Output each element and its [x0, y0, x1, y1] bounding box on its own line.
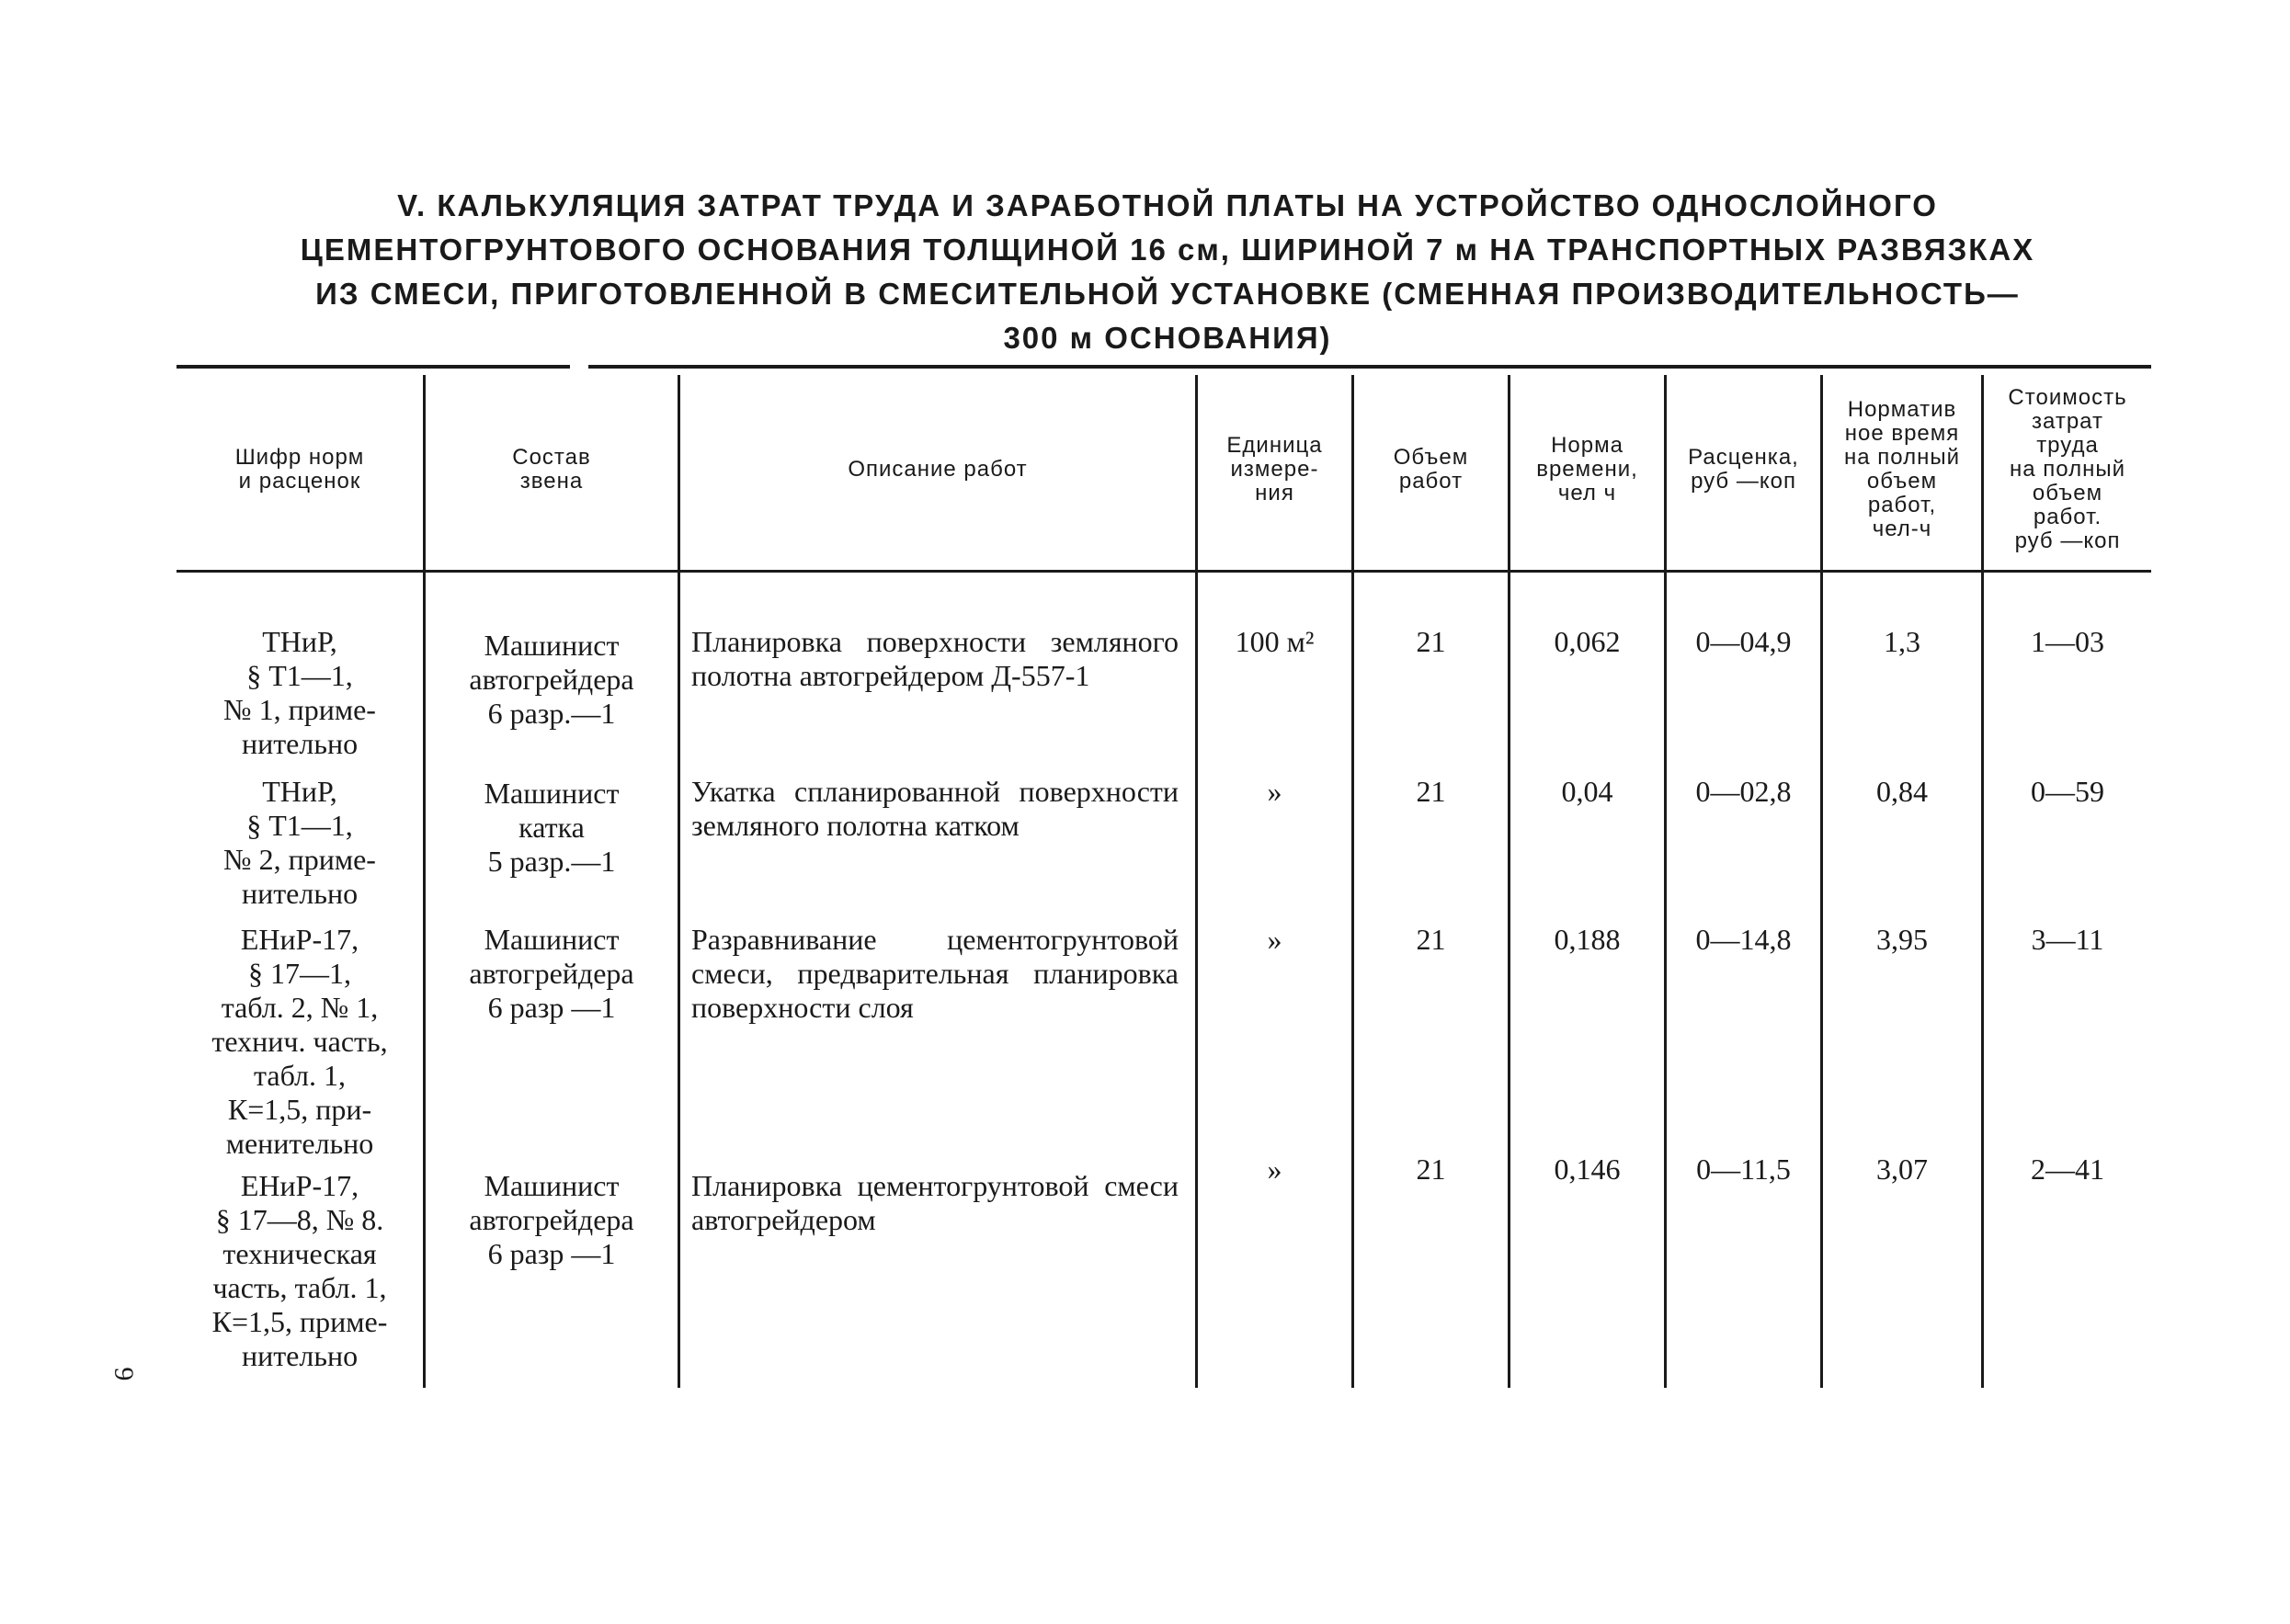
- row-3-unit: »: [1267, 923, 1282, 956]
- header-crew: Состав звена: [512, 445, 591, 494]
- header-rate: Расценка, руб —коп: [1688, 445, 1799, 494]
- row-3-description: Разравнивание цементогрунтовой смеси, предварительная планировка поверхности слоя: [691, 923, 1179, 1024]
- row-4-rate: 0—11,5: [1696, 1153, 1791, 1186]
- row-4-norm: 0,146: [1554, 1153, 1621, 1186]
- header-code: Шифр норм и расценок: [234, 445, 365, 494]
- row-2-description: Укатка спланированной поверхности земляного полотна катком: [691, 775, 1179, 842]
- page-number: 6: [108, 1367, 140, 1381]
- row-1-description: Планировка поверхности земляного полотна автогрейдером Д-557-1: [691, 625, 1179, 692]
- row-1-unit: 100 м²: [1235, 625, 1315, 658]
- row-2-crew: Машинист катка 5 разр.—1: [484, 777, 620, 878]
- row-1-crew: Машинист автогрейдера 6 разр.—1: [469, 629, 634, 730]
- table-top-rule-right: [588, 365, 2151, 369]
- row-4-cost-total: 2—41: [2031, 1153, 2104, 1186]
- row-4-code: ЕНиР-17, § 17—8, № 8. техническая часть, табл. 1, К=1,5, приме- нительно: [211, 1169, 388, 1372]
- row-3-cost-total: 3—11: [2031, 923, 2104, 956]
- row-1-norm-total: 1,3: [1884, 625, 1920, 658]
- header-description: Описание работ: [848, 457, 1028, 482]
- row-2-unit: »: [1267, 775, 1282, 808]
- row-1-volume: 21: [1416, 625, 1446, 658]
- row-2-code: ТНиР, § Т1—1, № 2, приме- нительно: [223, 775, 376, 910]
- row-2-norm: 0,04: [1561, 775, 1613, 808]
- row-4-description: Планировка цементогрунтовой смеси автогрейдером: [691, 1169, 1179, 1236]
- row-3-rate: 0—14,8: [1695, 923, 1792, 956]
- row-1-code: ТНиР, § Т1—1, № 1, приме- нительно: [223, 625, 376, 760]
- table-top-rule-left: [177, 365, 570, 369]
- row-2-cost-total: 0—59: [2031, 775, 2104, 808]
- row-3-norm-total: 3,95: [1876, 923, 1928, 956]
- row-4-volume: 21: [1416, 1153, 1446, 1186]
- title-line-4: 300 м ОСНОВАНИЯ): [1003, 321, 1332, 355]
- row-3-code: ЕНиР-17, § 17—1, табл. 2, № 1, технич. часть, табл. 1, К=1,5, при- менительно: [211, 923, 388, 1160]
- title-line-2: ЦЕМЕНТОГРУНТОВОГО ОСНОВАНИЯ ТОЛЩИНОЙ 16 см, ШИРИНОЙ 7 м НА ТРАНСПОРТНЫХ РАЗВЯЗКАХ: [300, 233, 2035, 267]
- row-4-unit: »: [1267, 1153, 1282, 1186]
- page-title: [179, 184, 2156, 360]
- row-1-rate: 0—04,9: [1695, 625, 1792, 658]
- header-bottom-rule: [177, 570, 2151, 573]
- row-1-cost-total: 1—03: [2031, 625, 2104, 658]
- row-3-volume: 21: [1416, 923, 1446, 956]
- title-line-3: ИЗ СМЕСИ, ПРИГОТОВЛЕННОЙ В СМЕСИТЕЛЬНОЙ УСТАНОВКЕ (СМЕННАЯ ПРОИЗВОДИТЕЛЬНОСТЬ—: [315, 277, 2020, 311]
- row-4-norm-total: 3,07: [1876, 1153, 1928, 1186]
- header-norm: Норма времени, чел ч: [1536, 433, 1638, 505]
- header-cost-total: Стоимость затрат труда на полный объем работ. руб —коп: [2008, 385, 2127, 553]
- row-3-norm: 0,188: [1554, 923, 1621, 956]
- row-2-volume: 21: [1416, 775, 1446, 808]
- row-2-rate: 0—02,8: [1695, 775, 1792, 808]
- title-line-1: V. КАЛЬКУЛЯЦИЯ ЗАТРАТ ТРУДА И ЗАРАБОТНОЙ ПЛАТЫ НА УСТРОЙСТВО ОДНОСЛОЙНОГО: [397, 188, 1938, 222]
- header-norm-total: Норматив ное время на полный объем работ, чел-ч: [1844, 397, 1960, 541]
- header-volume: Объем работ: [1393, 445, 1469, 494]
- row-1-norm: 0,062: [1554, 625, 1621, 658]
- row-3-crew: Машинист автогрейдера 6 разр —1: [469, 923, 634, 1024]
- row-2-norm-total: 0,84: [1876, 775, 1928, 808]
- header-unit: Единица измере- ния: [1226, 433, 1323, 505]
- row-4-crew: Машинист автогрейдера 6 разр —1: [469, 1169, 634, 1270]
